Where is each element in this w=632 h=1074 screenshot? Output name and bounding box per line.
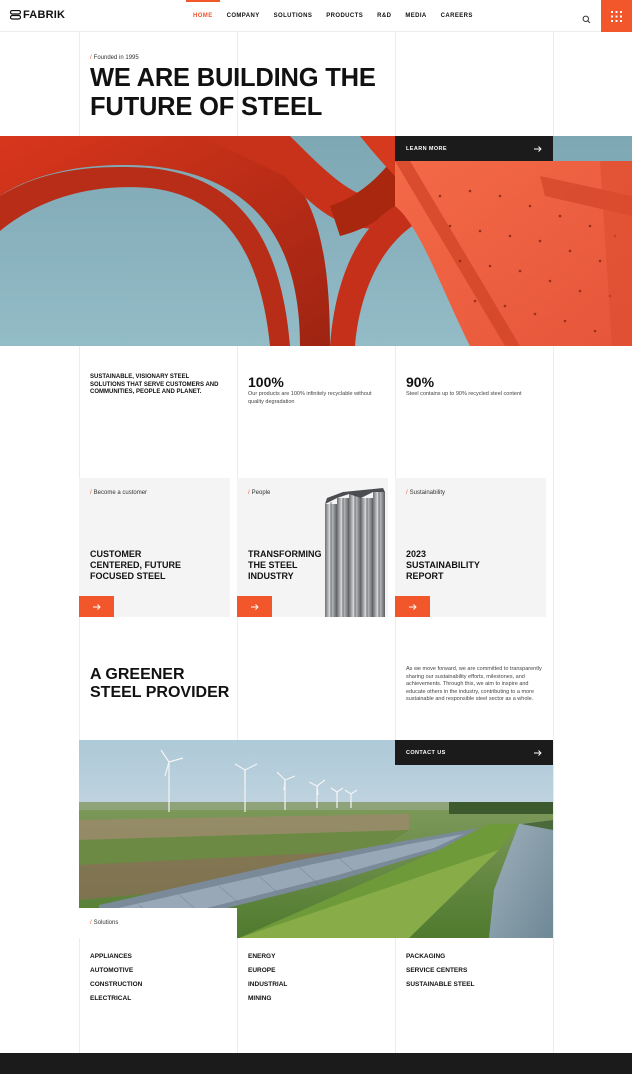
- logo[interactable]: [10, 9, 65, 21]
- stat-block: [248, 374, 378, 406]
- steel-profiles-image: [323, 488, 388, 617]
- arrow-right-icon: [534, 146, 542, 152]
- search-icon: [582, 15, 591, 24]
- card-sustainability[interactable]: [395, 478, 546, 617]
- hero-kicker: / Founded in 1995: [90, 55, 139, 61]
- solutions-column: [406, 950, 475, 992]
- intro-statement: SUSTAINABLE, VISIONARY STEEL SOLUTIONS THAT SERVE CUSTOMERS AND COMMUNITIES, PEOPLE AND PLANET.: [90, 374, 219, 395]
- solution-link[interactable]: ENERGY: [248, 953, 276, 960]
- search-button[interactable]: [582, 11, 591, 29]
- hero-title: WE ARE BUILDING THE FUTURE OF STEEL: [90, 64, 376, 121]
- grid-menu-button[interactable]: [601, 0, 632, 32]
- card-kicker: / Become a customer: [90, 490, 148, 496]
- card-title: CUSTOMER CENTERED, FUTURE FOCUSED STEEL: [90, 549, 182, 581]
- arrow-right-icon: [93, 604, 101, 610]
- stat-text: Our products are 100% infinitely recyclable without quality degradation: [248, 391, 372, 405]
- arrow-right-icon: [251, 604, 259, 610]
- card-arrow-button[interactable]: [79, 596, 114, 617]
- greener-title: A GREENER STEEL PROVIDER: [90, 666, 230, 701]
- solution-link[interactable]: EUROPE: [248, 967, 276, 974]
- solution-link[interactable]: ELECTRICAL: [90, 995, 132, 1002]
- nav-rd[interactable]: R&D: [377, 13, 392, 19]
- logo-text: FABRIK: [23, 9, 66, 21]
- contact-us-label: CONTACT US: [406, 749, 446, 756]
- stat-block: [406, 374, 536, 399]
- card-title: 2023 SUSTAINABILITY REPORT: [406, 549, 480, 581]
- logo-mark-icon: [10, 10, 21, 20]
- solutions-column: [248, 950, 287, 1006]
- nav-home[interactable]: HOME: [186, 0, 220, 32]
- nav-media[interactable]: MEDIA: [405, 13, 427, 19]
- grid-menu-icon: [611, 11, 622, 22]
- hero-image: [0, 136, 632, 346]
- learn-more-button[interactable]: [395, 136, 553, 161]
- nav-company[interactable]: COMPANY: [226, 13, 260, 19]
- solution-link[interactable]: INDUSTRIAL: [248, 981, 288, 988]
- arrow-right-icon: [409, 604, 417, 610]
- solutions-header-block: [79, 908, 237, 938]
- top-navigation: [0, 0, 632, 32]
- stat-value: 90%: [406, 374, 435, 390]
- solution-link[interactable]: SERVICE CENTERS: [406, 967, 468, 974]
- solutions-column: [90, 950, 142, 1006]
- solution-link[interactable]: AUTOMOTIVE: [90, 967, 134, 974]
- contact-us-button[interactable]: [395, 740, 553, 765]
- card-title: TRANSFORMING THE STEEL INDUSTRY: [248, 549, 322, 581]
- solution-link[interactable]: CONSTRUCTION: [90, 981, 143, 988]
- nav-solutions[interactable]: SOLUTIONS: [273, 13, 313, 19]
- solution-link[interactable]: SUSTAINABLE STEEL: [406, 981, 475, 988]
- arrow-right-icon: [534, 750, 542, 756]
- solutions-kicker: / Solutions: [90, 920, 119, 926]
- card-arrow-button[interactable]: [395, 596, 430, 617]
- footer: [0, 1053, 632, 1074]
- solution-link[interactable]: APPLIANCES: [90, 953, 132, 960]
- card-people[interactable]: [237, 478, 388, 617]
- nav-careers[interactable]: CAREERS: [440, 13, 473, 19]
- solution-link[interactable]: MINING: [248, 995, 272, 1002]
- card-arrow-button[interactable]: [237, 596, 272, 617]
- stat-text: Steel contains up to 90% recycled steel content: [406, 391, 522, 397]
- stat-value: 100%: [248, 374, 284, 390]
- main-menu: [186, 0, 480, 32]
- nav-products[interactable]: PRODUCTS: [326, 13, 364, 19]
- greener-body: As we move forward, we are committed to transparently sharing our sustainability efforts, milestones, and achievements. Through this, we aim to inspire and educate others in the industry, contributing to a more sustainable and responsible steel sector as a whole.: [406, 666, 542, 702]
- card-become-customer[interactable]: [79, 478, 230, 617]
- card-kicker: / Sustainability: [406, 490, 446, 496]
- solution-link[interactable]: PACKAGING: [406, 953, 446, 960]
- learn-more-label: LEARN MORE: [406, 145, 447, 152]
- card-kicker: / People: [248, 490, 271, 496]
